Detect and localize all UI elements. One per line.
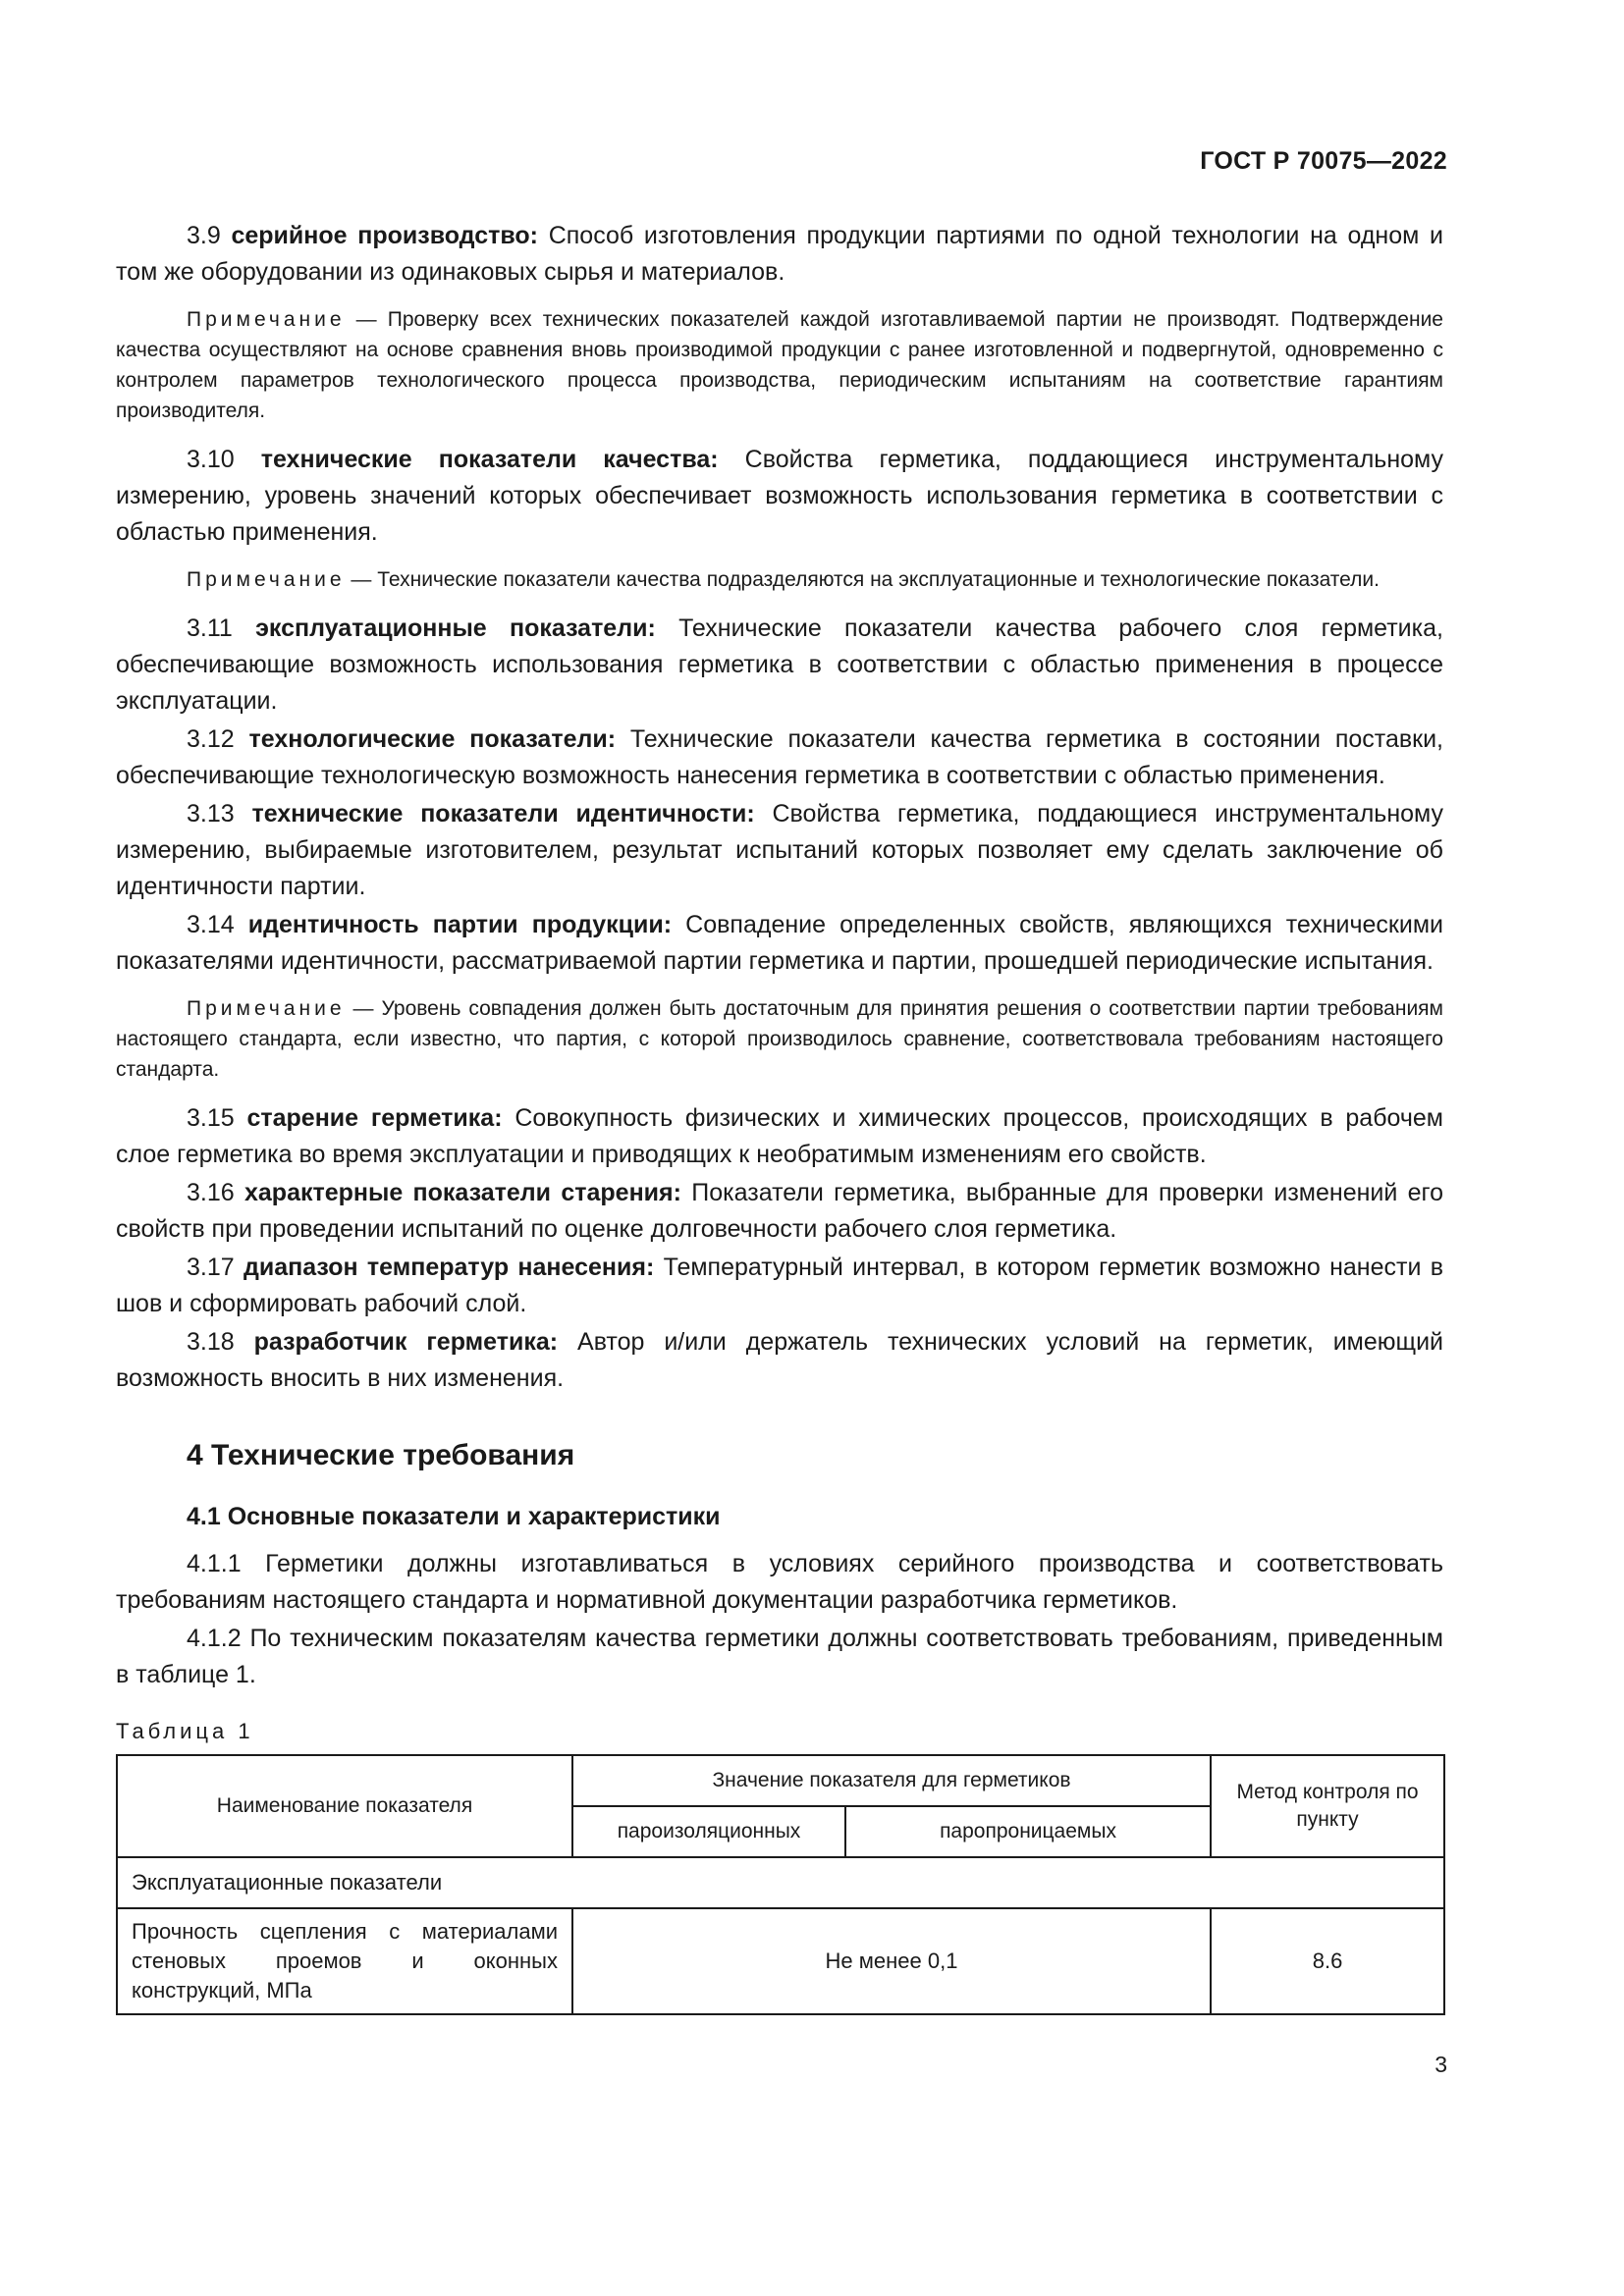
paragraph-4-1-2: 4.1.2 По техническим показателям качества герметики должны соответствовать требованиям, приведенным в таблице 1.	[116, 1625, 1443, 1688]
note-1: Примечание — Проверку всех технических показателей каждой изготавливаемой партии не производят. Подтверждение качества осуществляют на основе сравнения вновь производимой продукции с ранее изготовленной и подвергнутой, одновременно с контролем параметров технологического процесса производства, периодическим испытаниям на соответствие гарантиям производителя.	[116, 308, 1443, 422]
term-title: эксплуатационные показатели:	[255, 614, 656, 642]
term-3-17: 3.17 диапазон температур нанесения: Температурный интервал, в котором герметик возможно нанести в шов и сформировать рабочий слой.	[116, 1254, 1443, 1317]
term-title: старение герметика:	[246, 1104, 503, 1132]
table-cell-method: 8.6	[1211, 1908, 1444, 2014]
term-definition: Показатели герметика, выбранные для проверки изменений его свойств при проведении испытаний по оценке долговечности рабочего слоя герметика.	[116, 1179, 1444, 1243]
header-value-group: Значение показателя для герметиков	[572, 1755, 1211, 1806]
term-definition: Автор и/или держатель технических условий на герметик, имеющий возможность вносить в них изменения.	[116, 1328, 1444, 1392]
term-3-14: 3.14 идентичность партии продукции: Совпадение определенных свойств, являющихся техническими показателями идентичности, рассматриваемой партии герметика и партии, прошедшей периодические испытания.	[116, 911, 1443, 975]
term-title: серийное производство:	[231, 222, 538, 249]
term-title: технические показатели качества:	[260, 446, 719, 473]
term-title: характерные показатели старения:	[244, 1179, 681, 1206]
term-3-11: 3.11 эксплуатационные показатели: Технические показатели качества рабочего слоя герметика, обеспечивающие возможность использования герметика в соответствии с областью применения в процессе эксплуатации.	[116, 614, 1443, 715]
note-3: Примечание — Уровень совпадения должен быть достаточным для принятия решения о соответствии партии требованиям настоящего стандарта, если известно, что партия, с которой производилось сравнение, соответствовала требованиям настоящего стандарта.	[116, 997, 1443, 1081]
term-definition: Температурный интервал, в котором герметик возможно нанести в шов и сформировать рабочий слой.	[116, 1254, 1443, 1317]
term-3-15: 3.15 старение герметика: Совокупность физических и химических процессов, происходящих в рабочем слое герметика во время эксплуатации и приводящих к необратимым изменениям его свойств.	[116, 1104, 1443, 1168]
term-definition: Технические показатели качества герметика в состоянии поставки, обеспечивающие технологическую возможность нанесения герметика в соответствии с областью применения.	[116, 725, 1443, 789]
term-definition: Совокупность физических и химических процессов, происходящих в рабочем слое герметика во время эксплуатации и приводящих к необратимым изменениям его свойств.	[116, 1104, 1443, 1168]
term-title: разработчик герметика:	[253, 1328, 559, 1356]
note-label: Примечание	[187, 997, 346, 1020]
table-section-row: Эксплуатационные показатели	[117, 1857, 1444, 1908]
term-3-12: 3.12 технологические показатели: Технические показатели качества герметика в состоянии поставки, обеспечивающие технологическую возможность нанесения герметика в соответствии с областью применения.	[116, 725, 1443, 789]
paragraph-4-1-1: 4.1.1 Герметики должны изготавливаться в условиях серийного производства и соответствовать требованиям настоящего стандарта и нормативной документации разработчика герметиков.	[116, 1550, 1443, 1614]
term-3-18: 3.18 разработчик герметика: Автор и/или держатель технических условий на герметик, имеющий возможность вносить в них изменения.	[116, 1328, 1444, 1392]
section-title: 4 Технические требования	[187, 1439, 575, 1471]
term-definition: Свойства герметика, поддающиеся инструментальному измерению, уровень значений которых обеспечивает возможность использования герметика в соответствии с областью применения.	[116, 446, 1443, 546]
term-3-10: 3.10 технические показатели качества: Свойства герметика, поддающиеся инструментальному измерению, уровень значений которых обеспечивает возможность использования герметика в соответствии с областью применения.	[116, 446, 1443, 546]
header-vapor-permeable: паропроницаемых	[845, 1806, 1211, 1857]
term-title: идентичность партии продукции:	[247, 911, 673, 938]
table-row	[117, 1908, 1444, 2014]
term-definition: Технические показатели качества рабочего слоя герметика, обеспечивающие возможность использования герметика в соответствии с областью применения в процессе эксплуатации.	[116, 614, 1443, 715]
standard-header: ГОСТ Р 70075—2022	[1200, 147, 1447, 175]
subsection-title: 4.1 Основные показатели и характеристики	[187, 1503, 721, 1530]
table-1	[116, 1754, 1445, 2015]
header-parameter-name: Наименование показателя	[117, 1755, 572, 1857]
term-definition: Свойства герметика, поддающиеся инструментальному измерению, выбираемые изготовителем, результат испытаний которых позволяет ему сделать заключение об идентичности партии.	[116, 800, 1444, 900]
page-number: 3	[1435, 2052, 1447, 2077]
note-label: Примечание	[187, 568, 346, 591]
term-title: технологические показатели:	[248, 725, 617, 753]
term-title: диапазон температур нанесения:	[243, 1254, 655, 1281]
table-caption: Таблица 1	[116, 1719, 254, 1743]
header-control-method: Метод контроля по пункту	[1211, 1755, 1444, 1857]
note-label: Примечание	[187, 308, 346, 331]
table-cell-parameter: Прочность сцепления с материалами стеновых проемов и оконных конструкций, МПа	[117, 1908, 572, 2014]
term-3-9: 3.9 серийное производство: Способ изготовления продукции партиями по одной технологии на одном и том же оборудовании из одинаковых сырья и материалов.	[116, 222, 1443, 286]
term-definition: Способ изготовления продукции партиями по одной технологии на одном и том же оборудовании из одинаковых сырья и материалов.	[116, 222, 1443, 286]
term-definition: Совпадение определенных свойств, являющихся техническими показателями идентичности, рассматриваемой партии герметика и партии, прошедшей периодические испытания.	[116, 911, 1443, 975]
header-vapor-barrier: пароизоляционных	[572, 1806, 845, 1857]
page-content	[116, 218, 1443, 2015]
term-title: технические показатели идентичности:	[251, 800, 755, 828]
note-2: Примечание — Технические показатели качества подразделяются на эксплуатационные и технологические показатели.	[187, 568, 1380, 591]
term-3-16: 3.16 характерные показатели старения: Показатели герметика, выбранные для проверки изменений его свойств при проведении испытаний по оценке долговечности рабочего слоя герметика.	[116, 1179, 1444, 1243]
table-cell-value: Не менее 0,1	[572, 1908, 1211, 2014]
term-3-13: 3.13 технические показатели идентичности: Свойства герметика, поддающиеся инструментальному измерению, выбираемые изготовителем, результат испытаний которых позволяет ему сделать заключение об идентичности партии.	[116, 800, 1444, 900]
